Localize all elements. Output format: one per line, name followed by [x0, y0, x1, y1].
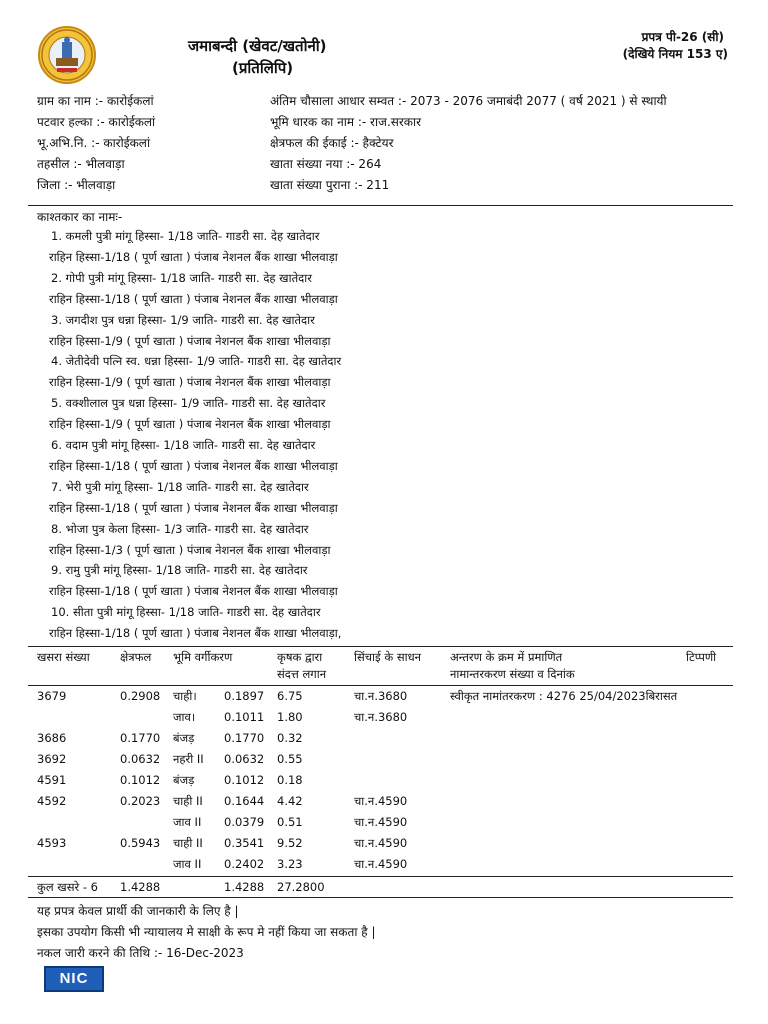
cell-classification: बंजड़: [173, 731, 195, 745]
khata-old: खाता संख्या पुराना :- 211: [270, 178, 390, 192]
total-class-area: 1.4288: [224, 880, 265, 894]
cell-class-area: 0.1011: [224, 710, 265, 724]
cell-rent: 0.18: [277, 773, 303, 787]
page-subtitle: (प्रतिलिपि): [232, 59, 294, 77]
divider: [28, 205, 733, 206]
col-header-remark: टिप्पणी: [686, 650, 717, 664]
land-record-inspector: भू.अभि.नि. :- कारोईकलां: [37, 136, 151, 150]
cell-area: 0.2023: [120, 794, 161, 808]
land-holder-name: भूमि धारक का नाम :- राज.सरकार: [270, 115, 422, 129]
owner-mortgage-entry: राहिन हिस्सा-1/18 ( पूर्ण खाता ) पंजाब नेशनल बैंक शाखा भीलवाड़ा,: [49, 626, 342, 640]
owner-entry: 3. जगदीश पुत्र धन्ना हिस्सा- 1/9 जाति- गाडरी सा. देह खातेदार: [51, 313, 315, 327]
col-header-rent: कृषक द्वारा: [277, 650, 323, 664]
col-header-irrigation: सिंचाई के साधन: [354, 650, 422, 664]
cell-classification: चाही।: [173, 689, 197, 703]
village-name: ग्राम का नाम :- कारोईकलां: [37, 94, 154, 108]
cell-class-area: 0.1012: [224, 773, 265, 787]
cell-rent: 1.80: [277, 710, 303, 724]
form-number: प्रपत्र पी-26 (सी): [641, 30, 724, 44]
cell-class-area: 0.3541: [224, 836, 265, 850]
divider: [28, 876, 733, 877]
footer-note-info: यह प्रपत्र केवल प्रार्थी की जानकारी के लिए है |: [37, 904, 239, 918]
owner-entry: 4. जेतीदेवी पत्नि स्व. धन्ना हिस्सा- 1/9 जाति- गाडरी सा. देह खातेदार: [51, 354, 342, 368]
owner-mortgage-entry: राहिन हिस्सा-1/9 ( पूर्ण खाता ) पंजाब नेशनल बैंक शाखा भीलवाड़ा: [49, 375, 331, 389]
cell-class-area: 0.1644: [224, 794, 265, 808]
owner-mortgage-entry: राहिन हिस्सा-1/9 ( पूर्ण खाता ) पंजाब नेशनल बैंक शाखा भीलवाड़ा: [49, 417, 331, 431]
cell-khasra: 3686: [37, 731, 67, 745]
rule-reference: (देखिये नियम 153 ए): [622, 47, 728, 61]
owner-mortgage-entry: राहिन हिस्सा-1/18 ( पूर्ण खाता ) पंजाब नेशनल बैंक शाखा भीलवाड़ा: [49, 250, 338, 264]
patwar-halka: पटवार हल्का :- कारोईकलां: [37, 115, 156, 129]
col-header-khasra: खसरा संख्या: [37, 650, 90, 664]
col-header-area: क्षेत्रफल: [120, 650, 152, 664]
issue-date: नकल जारी करने की तिथि :- 16-Dec-2023: [37, 946, 244, 960]
cell-class-area: 0.1770: [224, 731, 265, 745]
cell-rent: 0.32: [277, 731, 303, 745]
cell-mutation: स्वीकृत नामांतरकरण : 4276 25/04/2023बिरासत: [450, 689, 678, 703]
cell-classification: नहरी II: [173, 752, 204, 766]
cell-class-area: 0.0379: [224, 815, 265, 829]
owner-mortgage-entry: राहिन हिस्सा-1/18 ( पूर्ण खाता ) पंजाब नेशनल बैंक शाखा भीलवाड़ा: [49, 584, 338, 598]
tehsil: तहसील :- भीलवाड़ा: [37, 157, 125, 171]
owner-entry: 2. गोपी पुत्री मांगू हिस्सा- 1/18 जाति- गाडरी सा. देह खातेदार: [51, 271, 312, 285]
area-unit: क्षेत्रफल की ईकाई :- हैक्टेयर: [270, 136, 394, 150]
cell-classification: चाही II: [173, 794, 203, 808]
owner-mortgage-entry: राहिन हिस्सा-1/18 ( पूर्ण खाता ) पंजाब नेशनल बैंक शाखा भीलवाड़ा: [49, 501, 338, 515]
cell-area: 0.5943: [120, 836, 161, 850]
khata-new: खाता संख्या नया :- 264: [270, 157, 382, 171]
owner-mortgage-entry: राहिन हिस्सा-1/18 ( पूर्ण खाता ) पंजाब नेशनल बैंक शाखा भीलवाड़ा: [49, 292, 338, 306]
cell-irrigation: चा.न.4590: [354, 857, 408, 871]
divider: [28, 646, 733, 647]
owner-entry: 6. वदाम पुत्री मांगू हिस्सा- 1/18 जाति- गाडरी सा. देह खातेदार: [51, 438, 316, 452]
page-title: जमाबन्दी (खेवट/खतोनी): [188, 37, 327, 55]
cell-rent: 4.42: [277, 794, 303, 808]
cell-rent: 0.51: [277, 815, 303, 829]
owner-entry: 9. रामु पुत्री मांगू हिस्सा- 1/18 जाति- गाडरी सा. देह खातेदार: [51, 563, 308, 577]
cell-khasra: 4591: [37, 773, 67, 787]
cell-area: 0.1770: [120, 731, 161, 745]
rajasthan-emblem-logo: [38, 26, 96, 84]
cell-rent: 3.23: [277, 857, 303, 871]
chousala-basis: अंतिम चौसाला आधार सम्वत :- 2073 - 2076 जमाबंदी 2077 ( वर्ष 2021 ) से स्थायी: [270, 94, 667, 108]
owner-entry: 1. कमली पुत्री मांगू हिस्सा- 1/18 जाति- गाडरी सा. देह खातेदार: [51, 229, 320, 243]
cell-khasra: 4592: [37, 794, 67, 808]
total-area: 1.4288: [120, 880, 161, 894]
cell-class-area: 0.0632: [224, 752, 265, 766]
cell-class-area: 0.1897: [224, 689, 265, 703]
col-header-mutation: अन्तरण के क्रम में प्रमाणित: [450, 650, 563, 664]
cell-rent: 9.52: [277, 836, 303, 850]
cell-class-area: 0.2402: [224, 857, 265, 871]
nic-logo: NIC: [44, 966, 104, 992]
owner-entry: 8. भोजा पुत्र केला हिस्सा- 1/3 जाति- गाडरी सा. देह खातेदार: [51, 522, 309, 536]
cell-khasra: 3692: [37, 752, 67, 766]
cell-classification: जाव।: [173, 710, 196, 724]
total-label: कुल खसरे - 6: [37, 880, 98, 894]
cell-irrigation: चा.न.4590: [354, 815, 408, 829]
cell-classification: जाव II: [173, 857, 202, 871]
cell-classification: चाही II: [173, 836, 203, 850]
owner-entry: 7. भेरी पुत्री मांगू हिस्सा- 1/18 जाति- गाडरी सा. देह खातेदार: [51, 480, 309, 494]
divider: [28, 685, 733, 686]
owner-entry: 10. सीता पुत्री मांगू हिस्सा- 1/18 जाति- गाडरी सा. देह खातेदार: [51, 605, 321, 619]
owner-mortgage-entry: राहिन हिस्सा-1/3 ( पूर्ण खाता ) पंजाब नेशनल बैंक शाखा भीलवाड़ा: [49, 543, 331, 557]
owners-title: काश्तकार का नामः-: [37, 210, 123, 224]
cell-irrigation: चा.न.4590: [354, 836, 408, 850]
total-rent: 27.2800: [277, 880, 325, 894]
cell-irrigation: चा.न.3680: [354, 710, 408, 724]
cell-irrigation: चा.न.4590: [354, 794, 408, 808]
cell-classification: जाव II: [173, 815, 202, 829]
col-header-mutation-2: नामान्तरकरण संख्या व दिनांक: [450, 667, 575, 681]
divider: [28, 897, 733, 898]
col-header-classification: भूमि वर्गीकरण: [173, 650, 233, 664]
district: जिला :- भीलवाड़ा: [37, 178, 116, 192]
cell-area: 0.1012: [120, 773, 161, 787]
col-header-rent-2: संदत्त लगान: [277, 667, 327, 681]
cell-khasra: 3679: [37, 689, 67, 703]
cell-classification: बंजड़: [173, 773, 195, 787]
cell-khasra: 4593: [37, 836, 67, 850]
owner-mortgage-entry: राहिन हिस्सा-1/18 ( पूर्ण खाता ) पंजाब नेशनल बैंक शाखा भीलवाड़ा: [49, 459, 338, 473]
cell-irrigation: चा.न.3680: [354, 689, 408, 703]
footer-note-court: इसका उपयोग किसी भी न्यायालय मे साक्षी के रूप मे नहीं किया जा सकता है |: [37, 925, 376, 939]
owner-entry: 5. वक्शीलाल पुत्र धन्ना हिस्सा- 1/9 जाति- गाडरी सा. देह खातेदार: [51, 396, 326, 410]
cell-area: 0.0632: [120, 752, 161, 766]
cell-area: 0.2908: [120, 689, 161, 703]
cell-rent: 0.55: [277, 752, 303, 766]
owner-mortgage-entry: राहिन हिस्सा-1/9 ( पूर्ण खाता ) पंजाब नेशनल बैंक शाखा भीलवाड़ा: [49, 334, 331, 348]
cell-rent: 6.75: [277, 689, 303, 703]
